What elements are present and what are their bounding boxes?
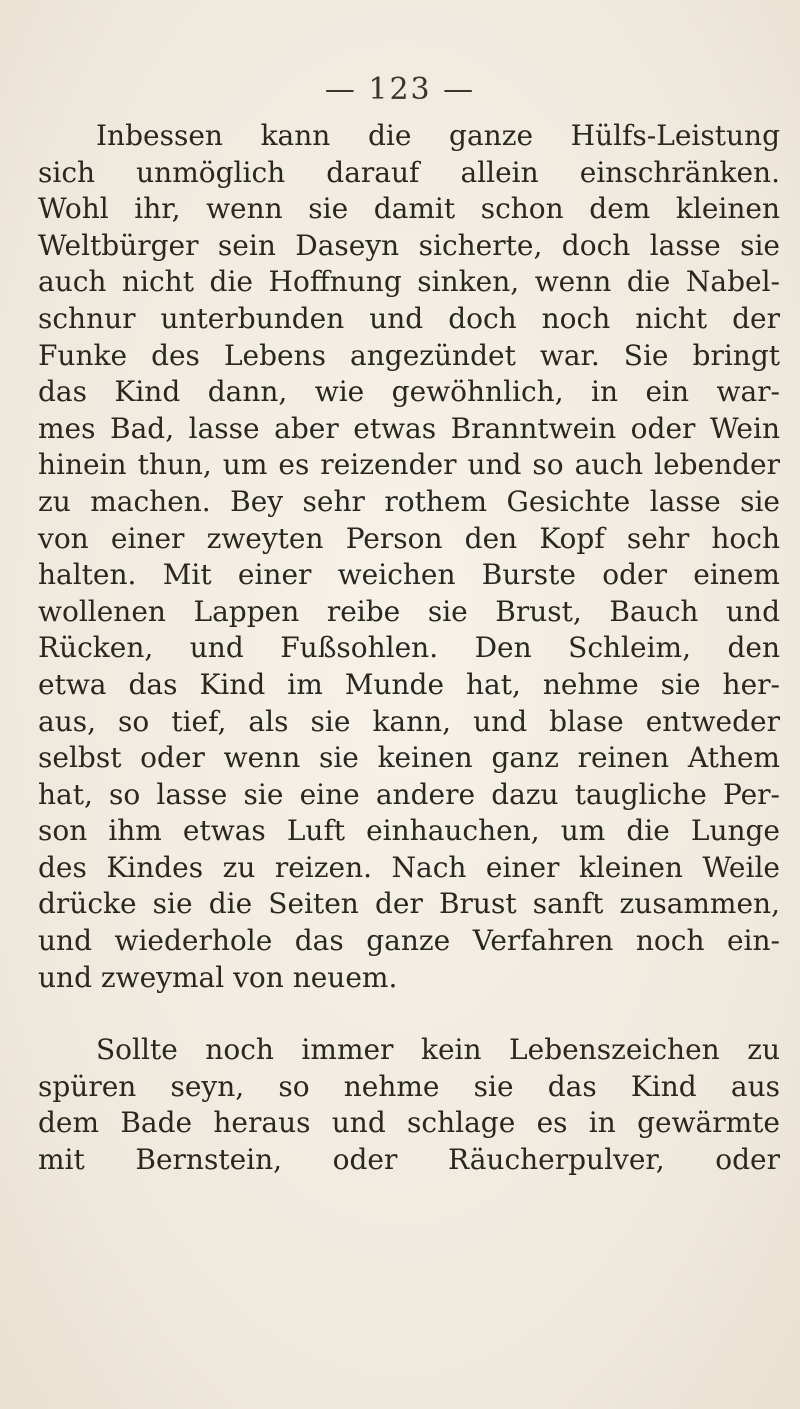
text-line: Rücken, und Fußsohlen. Den Schleim, den bbox=[38, 631, 780, 665]
body-text bbox=[38, 118, 780, 1179]
text-line: Weltbürger sein Daseyn sicherte, doch lasse sie bbox=[38, 228, 780, 262]
text-line: hat, so lasse sie eine andere dazu taugliche Per- bbox=[38, 777, 780, 811]
text-line: aus, so tief, als sie kann, und blase entweder bbox=[38, 704, 780, 738]
text-line: des Kindes zu reizen. Nach einer kleinen Weile bbox=[38, 850, 780, 884]
paragraph-gap bbox=[38, 996, 780, 1032]
paragraph-1 bbox=[38, 118, 780, 996]
text-line: und wiederhole das ganze Verfahren noch ein- bbox=[38, 924, 780, 958]
text-line: mit Bernstein, oder Räucherpulver, oder bbox=[38, 1143, 780, 1177]
text-line: spüren seyn, so nehme sie das Kind aus bbox=[38, 1069, 780, 1103]
text-line: drücke sie die Seiten der Brust sanft zusammen, bbox=[38, 887, 780, 921]
text-line: das Kind dann, wie gewöhnlich, in ein war- bbox=[38, 375, 780, 409]
text-line: von einer zweyten Person den Kopf sehr hoch bbox=[38, 521, 780, 555]
text-line: auch nicht die Hoffnung sinken, wenn die Nabel- bbox=[38, 265, 780, 299]
text-line: Sollte noch immer kein Lebenszeichen zu bbox=[96, 1033, 780, 1067]
text-line: und zweymal von neuem. bbox=[38, 960, 398, 994]
page-number-header: — 123 — bbox=[324, 72, 476, 107]
text-line: dem Bade heraus und schlage es in gewärmte bbox=[38, 1106, 780, 1140]
text-line: etwa das Kind im Munde hat, nehme sie her- bbox=[38, 667, 780, 701]
text-line: mes Bad, lasse aber etwas Branntwein oder Wein bbox=[38, 411, 780, 445]
text-line: schnur unterbunden und doch noch nicht der bbox=[38, 301, 780, 335]
text-line: Wohl ihr, wenn sie damit schon dem kleinen bbox=[38, 192, 780, 226]
text-line: halten. Mit einer weichen Burste oder einem bbox=[38, 558, 780, 592]
paragraph-2 bbox=[38, 1032, 780, 1178]
text-line: Funke des Lebens angezündet war. Sie bringt bbox=[38, 338, 780, 372]
text-line: Inbessen kann die ganze Hülfs-Leistung bbox=[96, 119, 780, 152]
text-line: zu machen. Bey sehr rothem Gesichte lasse sie bbox=[38, 484, 780, 518]
text-line: sich unmöglich darauf allein einschränken. bbox=[38, 155, 780, 189]
text-line: wollenen Lappen reibe sie Brust, Bauch und bbox=[38, 594, 780, 628]
text-line: hinein thun, um es reizender und so auch lebender bbox=[38, 448, 780, 482]
text-line: son ihm etwas Luft einhauchen, um die Lunge bbox=[38, 814, 780, 848]
text-line: selbst oder wenn sie keinen ganz reinen Athem bbox=[38, 741, 780, 775]
